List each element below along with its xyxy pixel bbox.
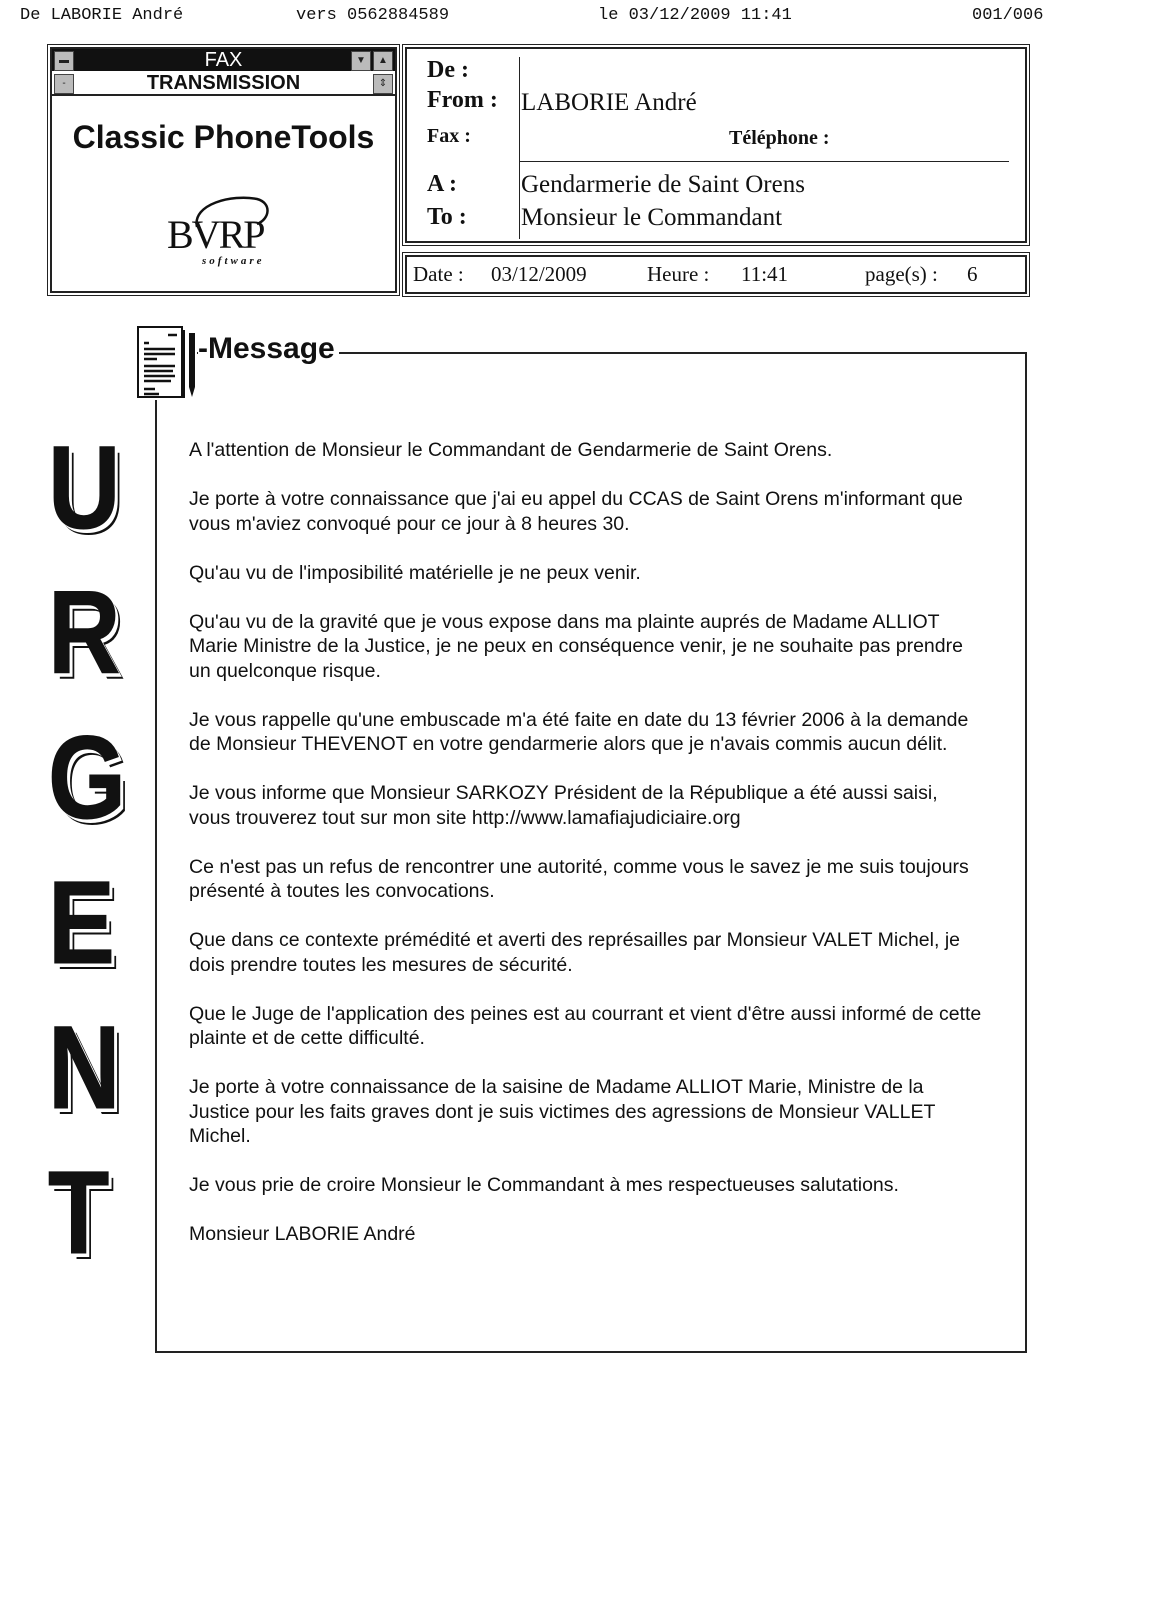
- maximize-icon: ▲: [373, 51, 393, 71]
- message-line: plainte et de cette difficulté.: [189, 1027, 425, 1049]
- message-paragraph: [189, 1075, 1009, 1149]
- time-value: 11:41: [741, 262, 789, 286]
- urgent-letter: E: [48, 857, 115, 989]
- message-line: présenté à toutes les convocations.: [189, 880, 495, 902]
- software-banner: [50, 47, 397, 293]
- from-label-en: From :: [427, 87, 498, 113]
- urgent-letter: N: [48, 1002, 121, 1134]
- system-menu-icon: ▬: [54, 51, 74, 71]
- cover-addresses: [405, 47, 1027, 243]
- fax-header-from: De LABORIE André: [20, 6, 184, 25]
- message-line: vous m'aviez convoqué pour ce jour à 8 heures 30.: [189, 512, 630, 535]
- message-paragraph: [189, 781, 1009, 830]
- from-value: LABORIE André: [521, 89, 697, 116]
- message-paragraph: [189, 1002, 1009, 1051]
- fax-header-page: 001/006: [972, 6, 1044, 25]
- message-line: Marie Ministre de la Justice, je ne peux en conséquence venir, je ne souhaite pas prendre: [189, 635, 963, 657]
- message-paragraph: [189, 855, 1009, 904]
- date-label: Date :: [413, 262, 464, 286]
- message-paragraph: [189, 561, 1009, 586]
- urgent-letter: G: [48, 712, 127, 844]
- pages-value: 6: [967, 262, 978, 286]
- message-line: Je vous informe que Monsieur SARKOZY Président de la République a été aussi saisi,: [189, 782, 938, 804]
- time-label: Heure :: [647, 262, 710, 286]
- from-label-fr: De :: [427, 57, 469, 83]
- date-bar: [405, 255, 1027, 294]
- urgent-letter: T: [48, 1147, 110, 1279]
- urgent-letter: R: [48, 567, 121, 699]
- date-value: 03/12/2009: [491, 262, 587, 286]
- urgent-letter: U: [48, 422, 121, 554]
- message-line: Qu'au vu de la gravité que je vous expose dans ma plainte auprés de Madame ALLIOT: [189, 610, 940, 633]
- message-paragraph: [189, 1173, 1009, 1198]
- message-title: -Message: [198, 332, 339, 366]
- message-line: dois prendre toutes les mesures de sécurité.: [189, 953, 573, 976]
- message-line: Que le Juge de l'application des peines est au courrant et vient d'être aussi informé de cette: [189, 1002, 982, 1025]
- message-line: Michel.: [189, 1125, 251, 1147]
- window-title: FAX: [52, 49, 395, 71]
- to-label-fr: A :: [427, 171, 457, 197]
- message-paragraph: [189, 928, 1009, 977]
- message-line: Ce n'est pas un refus de rencontrer une autorité, comme vous le savez je me suis toujours: [189, 855, 969, 878]
- fax-header-to: vers 0562884589: [296, 6, 450, 25]
- message-paragraph: [189, 708, 1009, 757]
- message-paragraph: [189, 1222, 1009, 1247]
- message-line: Que dans ce contexte prémédité et averti des représailles par Monsieur VALET Michel, je: [189, 929, 960, 951]
- restore-icon: ⇕: [373, 74, 393, 94]
- message-paragraph: [189, 610, 1009, 684]
- message-paragraph: [189, 487, 1009, 536]
- message-line: de Monsieur THEVENOT en votre gendarmerie alors que je n'avais commis aucun délit.: [189, 733, 948, 755]
- minimize-icon: ▼: [351, 51, 371, 71]
- message-line: Justice pour les faits graves dont je suis victimes des agressions de Monsieur VALLET: [189, 1100, 936, 1123]
- message-line: Je vous rappelle qu'une embuscade m'a été faite en date du 13 février 2006 à la demande: [189, 708, 969, 731]
- to-label-en: To :: [427, 204, 467, 230]
- message-line: Je porte à votre connaissance de la saisine de Madame ALLIOT Marie, Ministre de la: [189, 1076, 924, 1098]
- pages-label: page(s) :: [865, 262, 938, 286]
- document-pen-icon: [135, 325, 197, 400]
- app-name: Classic PhoneTools: [72, 119, 375, 155]
- to-line2: Monsieur le Commandant: [521, 204, 783, 231]
- fax-label: Fax :: [427, 125, 471, 147]
- message-line: Monsieur LABORIE André: [189, 1223, 416, 1245]
- window-subtitle: TRANSMISSION: [52, 72, 395, 96]
- message-paragraph: [189, 438, 1009, 463]
- fax-header-datetime: le 03/12/2009 11:41: [598, 6, 792, 25]
- message-line: vous trouverez tout sur mon site http://www.lamafiajudiciaire.org: [189, 806, 741, 829]
- to-line1: Gendarmerie de Saint Orens: [521, 171, 805, 198]
- message-line: A l'attention de Monsieur le Commandant de Gendarmerie de Saint Orens.: [189, 439, 833, 461]
- message-line: Je vous prie de croire Monsieur le Commandant à mes respectueuses salutations.: [189, 1174, 899, 1196]
- message-body: [189, 438, 1009, 1271]
- message-line: un quelconque risque.: [189, 659, 381, 682]
- doc-menu-icon: -: [54, 74, 74, 94]
- message-line: Qu'au vu de l'imposibilité matérielle je ne peux venir.: [189, 561, 641, 584]
- bvrp-logo: BVRP software: [162, 189, 292, 279]
- message-line: Je porte à votre connaissance que j'ai eu appel du CCAS de Saint Orens m'informant que: [189, 488, 963, 510]
- phone-label: Téléphone :: [729, 127, 830, 149]
